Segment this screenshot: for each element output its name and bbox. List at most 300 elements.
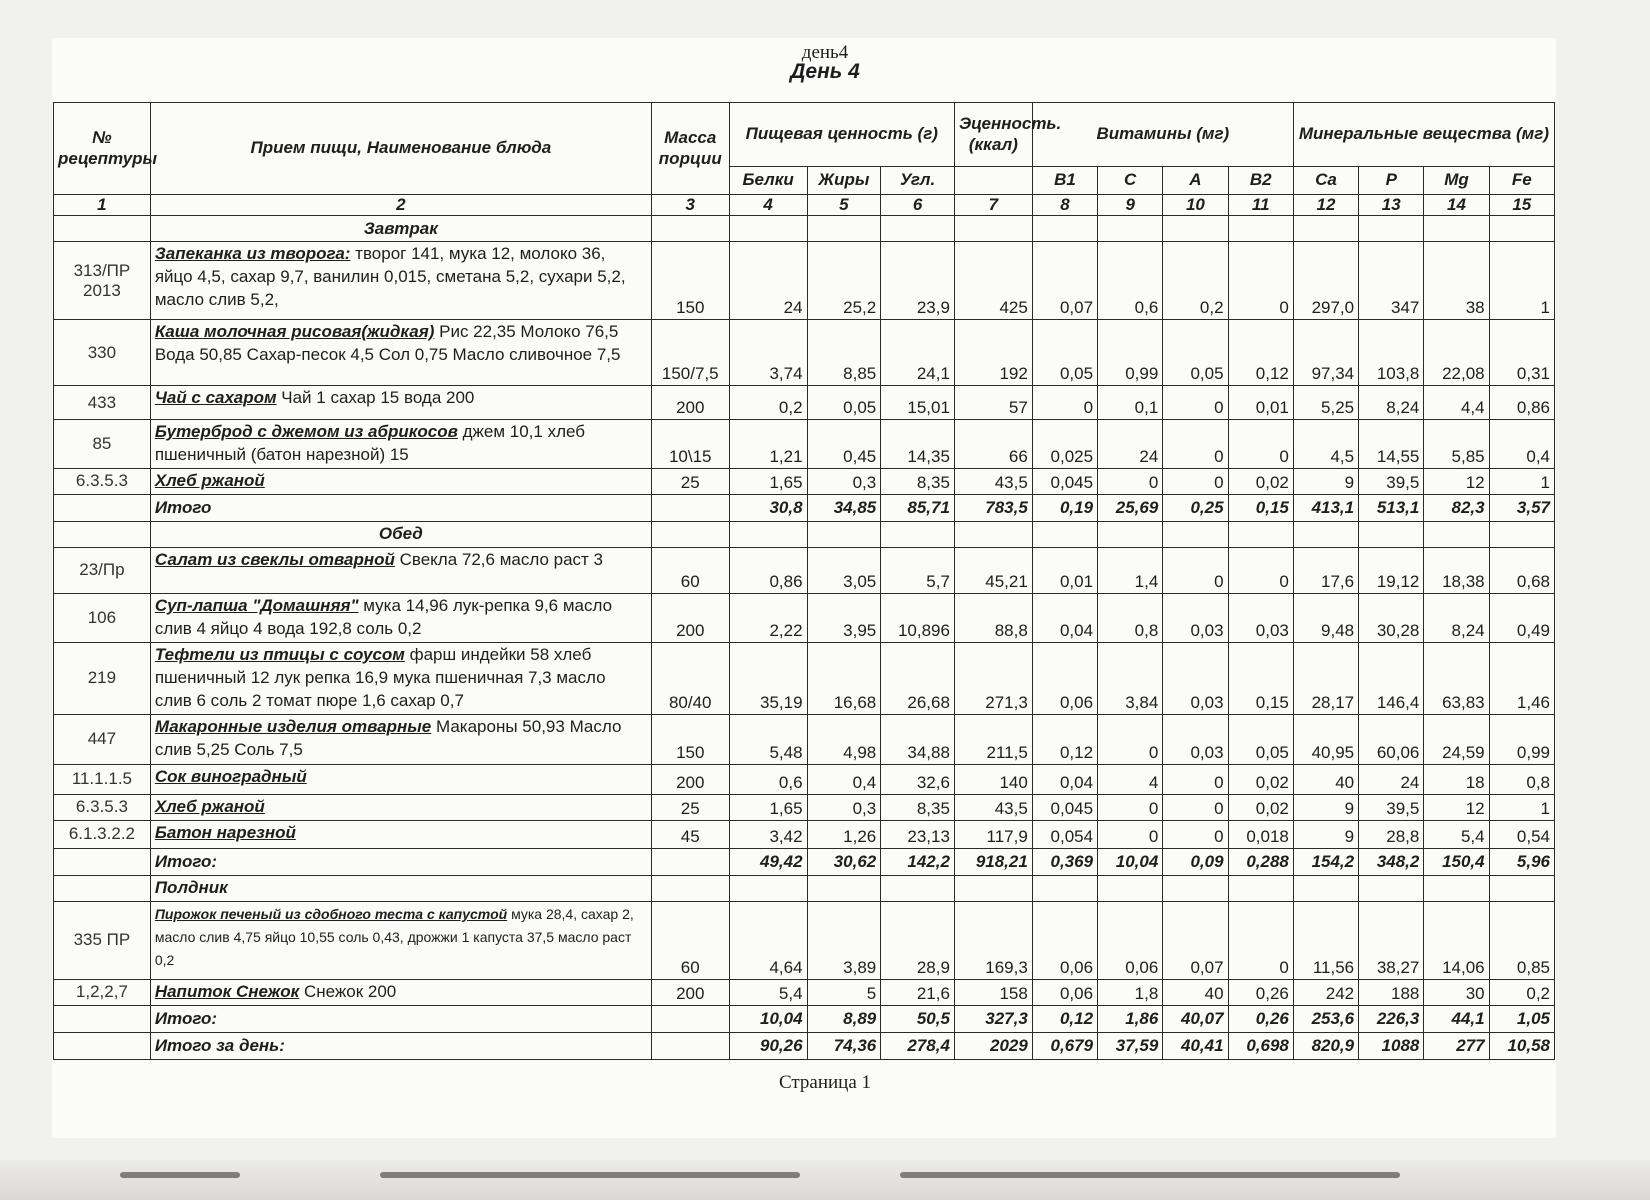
empty-cell (1032, 875, 1097, 901)
col-vitamins: Витамины (мг) (1032, 103, 1293, 167)
subcol-3: B1 (1032, 167, 1097, 195)
value-cell: 8,85 (807, 320, 881, 386)
portion-mass: 200 (651, 593, 729, 642)
recipe-number: 11.1.1.5 (54, 764, 151, 794)
subcol-energy-empty (954, 167, 1032, 195)
total-value: 0,25 (1163, 494, 1228, 521)
column-number: 11 (1228, 195, 1293, 216)
total-value: 918,21 (954, 848, 1032, 875)
portion-mass: 150 (651, 242, 729, 320)
total-value: 8,89 (807, 1005, 881, 1032)
total-value: 820,9 (1293, 1032, 1358, 1059)
value-cell: 1 (1489, 794, 1554, 820)
value-cell: 0 (1098, 468, 1163, 494)
table-row (54, 593, 1555, 642)
empty-cell (54, 1005, 151, 1032)
value-cell: 24,1 (881, 320, 955, 386)
column-number: 14 (1424, 195, 1489, 216)
value-cell: 0 (1228, 242, 1293, 320)
scan-smudge (900, 1172, 1400, 1178)
empty-cell (807, 216, 881, 242)
page-footer: Страница 1 (778, 1072, 872, 1093)
column-number: 5 (807, 195, 881, 216)
column-number: 12 (1293, 195, 1358, 216)
empty-cell (54, 216, 151, 242)
value-cell: 23,9 (881, 242, 955, 320)
value-cell: 1,26 (807, 820, 881, 848)
value-cell: 8,35 (881, 794, 955, 820)
total-value: 0,288 (1228, 848, 1293, 875)
total-value: 0,679 (1032, 1032, 1097, 1059)
value-cell: 140 (954, 764, 1032, 794)
portion-mass: 60 (651, 547, 729, 593)
recipe-number: 85 (54, 420, 151, 469)
portion-mass: 45 (651, 820, 729, 848)
dish-name: Салат из свеклы отварной (154, 549, 395, 569)
dish-ingredients: Свекла 72,6 масло раст 3 (394, 549, 604, 569)
total-value: 82,3 (1424, 494, 1489, 521)
value-cell: 0,05 (1228, 714, 1293, 764)
column-number: 7 (954, 195, 1032, 216)
value-cell: 15,01 (881, 386, 955, 420)
value-cell: 5,25 (1293, 386, 1358, 420)
value-cell: 24 (1359, 764, 1424, 794)
value-cell: 30 (1424, 979, 1489, 1005)
total-value: 154,2 (1293, 848, 1358, 875)
subcol-5: A (1163, 167, 1228, 195)
column-number: 9 (1098, 195, 1163, 216)
menu-table (53, 102, 1555, 1060)
total-value: 277 (1424, 1032, 1489, 1059)
empty-cell (1359, 521, 1424, 547)
dish-cell (150, 242, 651, 320)
total-value: 226,3 (1359, 1005, 1424, 1032)
value-cell: 0,018 (1228, 820, 1293, 848)
table-row (54, 468, 1555, 494)
portion-mass: 200 (651, 386, 729, 420)
dish-cell (150, 642, 651, 714)
value-cell: 3,95 (807, 593, 881, 642)
table-row (54, 714, 1555, 764)
dish-cell (150, 320, 651, 386)
total-value: 74,36 (807, 1032, 881, 1059)
value-cell: 39,5 (1359, 794, 1424, 820)
recipe-number: 447 (54, 714, 151, 764)
value-cell: 169,3 (954, 901, 1032, 979)
value-cell: 0,02 (1228, 764, 1293, 794)
total-row (54, 1032, 1555, 1059)
subcol-9: Mg (1424, 167, 1489, 195)
empty-cell (1359, 875, 1424, 901)
empty-cell (1293, 521, 1358, 547)
recipe-number: 330 (54, 320, 151, 386)
value-cell: 0,86 (1489, 386, 1554, 420)
value-cell: 66 (954, 420, 1032, 469)
total-value: 327,3 (954, 1005, 1032, 1032)
empty-cell (651, 848, 729, 875)
value-cell: 17,6 (1293, 547, 1358, 593)
section-row (54, 216, 1555, 242)
empty-cell (54, 848, 151, 875)
recipe-number: 433 (54, 386, 151, 420)
value-cell: 34,88 (881, 714, 955, 764)
value-cell: 0,31 (1489, 320, 1554, 386)
value-cell: 0,02 (1228, 794, 1293, 820)
value-cell: 0,3 (807, 794, 881, 820)
dish-name: Хлеб ржаной (154, 796, 265, 816)
table-row (54, 979, 1555, 1005)
value-cell: 0,85 (1489, 901, 1554, 979)
value-cell: 28,17 (1293, 642, 1358, 714)
value-cell: 19,12 (1359, 547, 1424, 593)
dish-cell (150, 820, 651, 848)
value-cell: 0 (1163, 420, 1228, 469)
value-cell: 4,98 (807, 714, 881, 764)
value-cell: 0,054 (1032, 820, 1097, 848)
value-cell: 14,06 (1424, 901, 1489, 979)
value-cell: 18 (1424, 764, 1489, 794)
column-number: 13 (1359, 195, 1424, 216)
value-cell: 0,06 (1032, 979, 1097, 1005)
empty-cell (1098, 521, 1163, 547)
empty-cell (954, 875, 1032, 901)
total-label: Итого за день: (150, 1032, 651, 1059)
column-number: 15 (1489, 195, 1554, 216)
section-title: Обед (150, 521, 651, 547)
dish-cell (150, 386, 651, 420)
col-nutrition: Пищевая ценность (г) (729, 103, 954, 167)
value-cell: 16,68 (807, 642, 881, 714)
col-dish: Прием пищи, Наименование блюда (150, 103, 651, 195)
value-cell: 30,28 (1359, 593, 1424, 642)
column-number: 10 (1163, 195, 1228, 216)
dish-name: Сок виноградный (154, 766, 307, 786)
portion-mass: 25 (651, 794, 729, 820)
recipe-number: 219 (54, 642, 151, 714)
total-value: 34,85 (807, 494, 881, 521)
value-cell: 0 (1228, 901, 1293, 979)
empty-cell (1163, 521, 1228, 547)
value-cell: 158 (954, 979, 1032, 1005)
value-cell: 0,6 (1098, 242, 1163, 320)
empty-cell (1359, 216, 1424, 242)
value-cell: 21,6 (881, 979, 955, 1005)
empty-cell (807, 521, 881, 547)
total-value: 278,4 (881, 1032, 955, 1059)
empty-cell (729, 875, 807, 901)
value-cell: 347 (1359, 242, 1424, 320)
recipe-number: 6.3.5.3 (54, 794, 151, 820)
portion-mass: 150 (651, 714, 729, 764)
value-cell: 211,5 (954, 714, 1032, 764)
value-cell: 43,5 (954, 468, 1032, 494)
empty-cell (1489, 521, 1554, 547)
total-row (54, 494, 1555, 521)
dish-name: Каша молочная рисовая(жидкая) (154, 322, 435, 341)
dish-name: Тефтели из птицы с соусом (154, 644, 405, 664)
value-cell: 0,045 (1032, 794, 1097, 820)
value-cell: 0,99 (1489, 714, 1554, 764)
dish-ingredients: Рис 22,35 Молоко 76,5 Вода 50,85 Сахар-песок 4,5 Сол 0,75 Масло сливочное 7,5 (154, 322, 621, 364)
col-recipe-no: № рецептуры (54, 103, 151, 195)
table-row (54, 547, 1555, 593)
total-value: 5,96 (1489, 848, 1554, 875)
value-cell: 117,9 (954, 820, 1032, 848)
header-small: день4 (801, 42, 849, 63)
subcol-6: B2 (1228, 167, 1293, 195)
subcol-10: Fe (1489, 167, 1554, 195)
value-cell: 0,01 (1032, 547, 1097, 593)
total-value: 142,2 (881, 848, 955, 875)
total-value: 783,5 (954, 494, 1032, 521)
value-cell: 3,74 (729, 320, 807, 386)
total-value: 0,09 (1163, 848, 1228, 875)
section-title: Завтрак (150, 216, 651, 242)
dish-cell (150, 979, 651, 1005)
value-cell: 0,01 (1228, 386, 1293, 420)
value-cell: 0 (1163, 764, 1228, 794)
empty-cell (729, 521, 807, 547)
empty-cell (54, 1032, 151, 1059)
value-cell: 0,05 (807, 386, 881, 420)
value-cell: 35,19 (729, 642, 807, 714)
portion-mass: 200 (651, 764, 729, 794)
empty-cell (954, 216, 1032, 242)
value-cell: 40 (1293, 764, 1358, 794)
empty-cell (1293, 875, 1358, 901)
empty-cell (651, 875, 729, 901)
value-cell: 0,68 (1489, 547, 1554, 593)
portion-mass: 60 (651, 901, 729, 979)
value-cell: 4,5 (1293, 420, 1358, 469)
value-cell: 0,54 (1489, 820, 1554, 848)
value-cell: 1,21 (729, 420, 807, 469)
value-cell: 24 (1098, 420, 1163, 469)
dish-name: Хлеб ржаной (154, 470, 265, 490)
subcol-7: Ca (1293, 167, 1358, 195)
table-row (54, 320, 1555, 386)
empty-cell (954, 521, 1032, 547)
total-value: 1,86 (1098, 1005, 1163, 1032)
portion-mass: 10\15 (651, 420, 729, 469)
value-cell: 3,89 (807, 901, 881, 979)
value-cell: 18,38 (1424, 547, 1489, 593)
value-cell: 103,8 (1359, 320, 1424, 386)
value-cell: 3,84 (1098, 642, 1163, 714)
empty-cell (54, 494, 151, 521)
value-cell: 0,07 (1032, 242, 1097, 320)
total-value: 0,15 (1228, 494, 1293, 521)
recipe-number: 106 (54, 593, 151, 642)
value-cell: 1,4 (1098, 547, 1163, 593)
total-value: 0,12 (1032, 1005, 1097, 1032)
value-cell: 0,03 (1163, 642, 1228, 714)
value-cell: 39,5 (1359, 468, 1424, 494)
dish-cell (150, 901, 651, 979)
total-value: 40,41 (1163, 1032, 1228, 1059)
scan-edge (0, 1160, 1650, 1200)
total-value: 3,57 (1489, 494, 1554, 521)
value-cell: 5,4 (1424, 820, 1489, 848)
value-cell: 5,7 (881, 547, 955, 593)
total-value: 253,6 (1293, 1005, 1358, 1032)
value-cell: 45,21 (954, 547, 1032, 593)
value-cell: 0 (1032, 386, 1097, 420)
value-cell: 22,08 (1424, 320, 1489, 386)
value-cell: 0,12 (1228, 320, 1293, 386)
value-cell: 5,48 (729, 714, 807, 764)
value-cell: 97,34 (1293, 320, 1358, 386)
dish-name: Чай с сахаром (154, 388, 277, 407)
total-value: 44,1 (1424, 1005, 1489, 1032)
column-number: 4 (729, 195, 807, 216)
value-cell: 2,22 (729, 593, 807, 642)
value-cell: 0,2 (729, 386, 807, 420)
dish-name: Суп-лапша "Домашняя" (154, 595, 359, 615)
value-cell: 1,65 (729, 794, 807, 820)
value-cell: 38 (1424, 242, 1489, 320)
value-cell: 43,5 (954, 794, 1032, 820)
value-cell: 1 (1489, 468, 1554, 494)
value-cell: 0 (1163, 794, 1228, 820)
total-value: 150,4 (1424, 848, 1489, 875)
value-cell: 0,045 (1032, 468, 1097, 494)
recipe-number: 23/Пр (54, 547, 151, 593)
section-row (54, 875, 1555, 901)
value-cell: 9 (1293, 468, 1358, 494)
total-label: Итого: (150, 1005, 651, 1032)
column-number: 6 (881, 195, 955, 216)
empty-cell (1424, 875, 1489, 901)
total-value: 2029 (954, 1032, 1032, 1059)
value-cell: 0,04 (1032, 764, 1097, 794)
table-row (54, 764, 1555, 794)
value-cell: 40 (1163, 979, 1228, 1005)
dish-name: Бутерброд с джемом из абрикосов (154, 422, 458, 441)
table-row (54, 420, 1555, 469)
recipe-number: 6.3.5.3 (54, 468, 151, 494)
total-value: 30,8 (729, 494, 807, 521)
value-cell: 242 (1293, 979, 1358, 1005)
total-value: 90,26 (729, 1032, 807, 1059)
subcol-0: Белки (729, 167, 807, 195)
scan-smudge (120, 1172, 240, 1178)
subcol-4: C (1098, 167, 1163, 195)
value-cell: 0 (1098, 820, 1163, 848)
total-value: 348,2 (1359, 848, 1424, 875)
table-row (54, 794, 1555, 820)
value-cell: 0,06 (1032, 901, 1097, 979)
empty-cell (1163, 875, 1228, 901)
table-row (54, 820, 1555, 848)
table-row (54, 901, 1555, 979)
portion-mass: 150/7,5 (651, 320, 729, 386)
value-cell: 0,03 (1228, 593, 1293, 642)
recipe-number: 335 ПР (54, 901, 151, 979)
value-cell: 0,45 (807, 420, 881, 469)
dish-name: Запеканка из творога: (154, 244, 351, 263)
subcol-2: Угл. (881, 167, 955, 195)
value-cell: 1 (1489, 242, 1554, 320)
column-number: 1 (54, 195, 151, 216)
total-value: 1088 (1359, 1032, 1424, 1059)
value-cell: 0,8 (1489, 764, 1554, 794)
total-label: Итого (150, 494, 651, 521)
value-cell: 38,27 (1359, 901, 1424, 979)
value-cell: 0,3 (807, 468, 881, 494)
value-cell: 9,48 (1293, 593, 1358, 642)
empty-cell (1098, 875, 1163, 901)
value-cell: 0,02 (1228, 468, 1293, 494)
value-cell: 5 (807, 979, 881, 1005)
empty-cell (651, 521, 729, 547)
value-cell: 0,03 (1163, 714, 1228, 764)
value-cell: 0,86 (729, 547, 807, 593)
dish-cell (150, 420, 651, 469)
empty-cell (1228, 521, 1293, 547)
value-cell: 14,55 (1359, 420, 1424, 469)
value-cell: 8,24 (1359, 386, 1424, 420)
value-cell: 0,6 (729, 764, 807, 794)
value-cell: 0 (1228, 420, 1293, 469)
empty-cell (651, 216, 729, 242)
column-number: 2 (150, 195, 651, 216)
value-cell: 0,05 (1163, 320, 1228, 386)
dish-ingredients: Снежок 200 (299, 981, 397, 1001)
empty-cell (1163, 216, 1228, 242)
value-cell: 0,12 (1032, 714, 1097, 764)
dish-cell (150, 794, 651, 820)
empty-cell (1424, 521, 1489, 547)
dish-cell (150, 764, 651, 794)
empty-cell (54, 521, 151, 547)
value-cell: 10,896 (881, 593, 955, 642)
value-cell: 11,56 (1293, 901, 1358, 979)
empty-cell (651, 1005, 729, 1032)
total-value: 49,42 (729, 848, 807, 875)
total-value: 25,69 (1098, 494, 1163, 521)
value-cell: 0,26 (1228, 979, 1293, 1005)
value-cell: 0,8 (1098, 593, 1163, 642)
value-cell: 40,95 (1293, 714, 1358, 764)
value-cell: 188 (1359, 979, 1424, 1005)
value-cell: 4,4 (1424, 386, 1489, 420)
value-cell: 32,6 (881, 764, 955, 794)
col-minerals: Минеральные вещества (мг) (1293, 103, 1554, 167)
total-value: 0,698 (1228, 1032, 1293, 1059)
dish-ingredients: творог 141, мука 12, молоко 36, яйцо 4,5, сахар 9,7, ванилин 0,015, сметана 5,2, сухари 5,2, масло слив 5,2, (154, 244, 626, 309)
value-cell: 60,06 (1359, 714, 1424, 764)
value-cell: 0,2 (1163, 242, 1228, 320)
empty-cell (1489, 216, 1554, 242)
subcol-1: Жиры (807, 167, 881, 195)
empty-cell (54, 875, 151, 901)
dish-name: Батон нарезной (154, 822, 296, 842)
recipe-number: 6.1.3.2.2 (54, 820, 151, 848)
value-cell: 0,03 (1163, 593, 1228, 642)
portion-mass: 80/40 (651, 642, 729, 714)
table-row (54, 242, 1555, 320)
value-cell: 25,2 (807, 242, 881, 320)
recipe-number: 313/ПР 2013 (54, 242, 151, 320)
dish-ingredients: Чай 1 сахар 15 вода 200 (276, 388, 475, 407)
value-cell: 146,4 (1359, 642, 1424, 714)
value-cell: 1,65 (729, 468, 807, 494)
dish-name: Напиток Снежок (154, 981, 300, 1001)
dish-ingredients: фарш индейки 58 хлеб пшеничный 12 лук репка 16,9 мука пшеничная 7,3 масло слив 6 соль 2 томат пюре 1,6 сахар 0,7 (154, 644, 606, 710)
value-cell: 0 (1163, 386, 1228, 420)
total-value: 10,04 (1098, 848, 1163, 875)
